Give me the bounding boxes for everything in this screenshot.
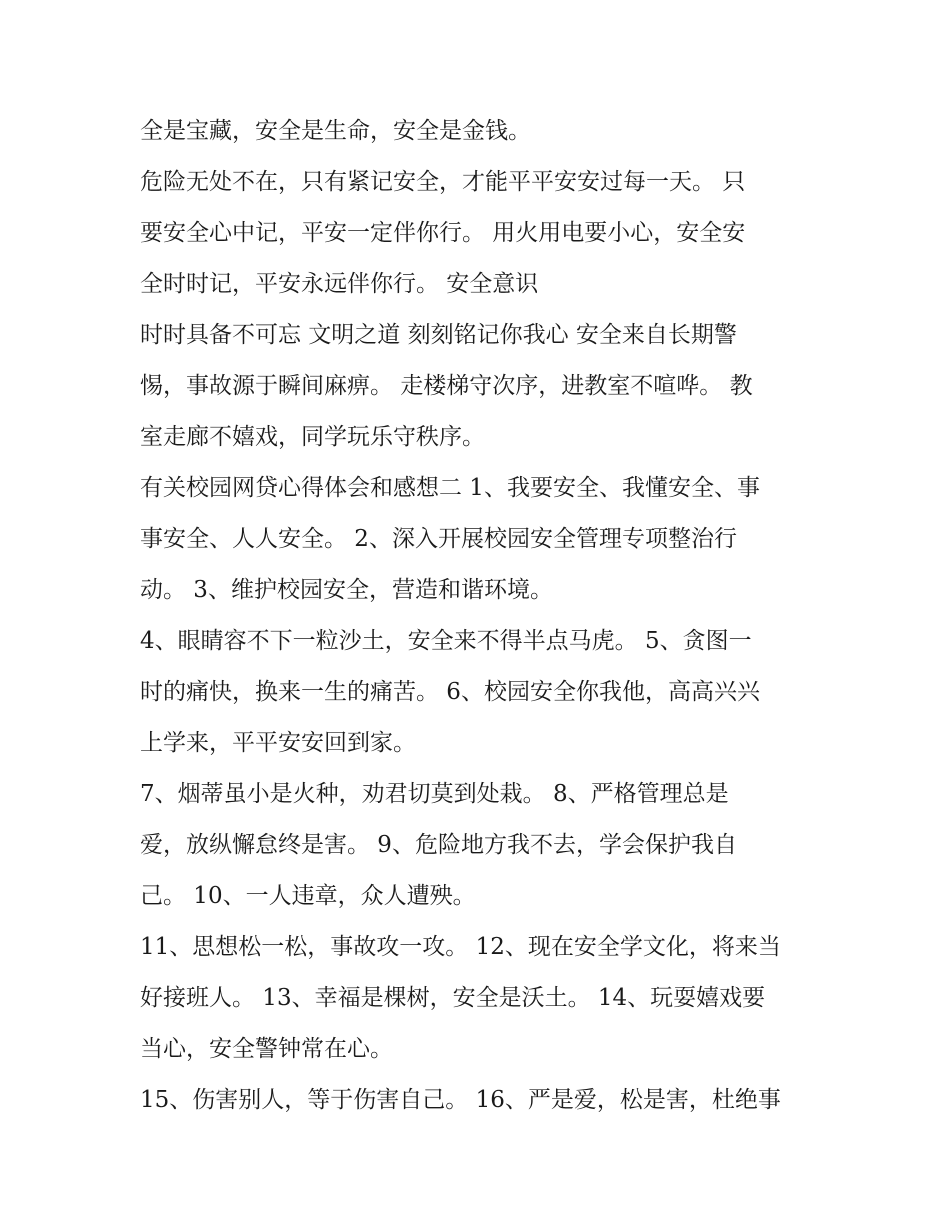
paragraph — [140, 1075, 820, 1126]
text-line: 惕，事故源于瞬间麻痹。 走楼梯守次序，进教室不喧哗。 教 — [140, 373, 753, 399]
paragraph — [140, 616, 820, 769]
paragraph — [140, 463, 820, 616]
text-line: 7、烟蒂虽小是火种，劝君切莫到处栽。 8、严格管理总是 — [140, 781, 729, 807]
text-line: 动。 3、维护校园安全，营造和谐环境。 — [140, 577, 553, 603]
text-line: 事安全、人人安全。 2、深入开展校园安全管理专项整治行 — [140, 526, 737, 552]
text-line: 时的痛快，换来一生的痛苦。 6、校园安全你我他，高高兴兴 — [140, 679, 760, 705]
text-line: 上学来，平平安安回到家。 — [140, 730, 416, 756]
text-line: 爱，放纵懈怠终是害。 9、危险地方我不去，学会保护我自 — [140, 832, 737, 858]
paragraph — [140, 106, 820, 157]
text-line: 全是宝藏，安全是生命，安全是金钱。 — [140, 118, 531, 144]
text-line: 全时时记，平安永远伴你行。 安全意识 — [140, 271, 539, 297]
document-body — [140, 106, 820, 1126]
text-line: 15、伤害别人，等于伤害自己。 16、严是爱，松是害，杜绝事 — [140, 1087, 781, 1113]
text-line: 4、眼睛容不下一粒沙土，安全来不得半点马虎。 5、贪图一 — [140, 628, 752, 654]
text-line: 当心，安全警钟常在心。 — [140, 1036, 393, 1062]
paragraph — [140, 769, 820, 922]
text-line: 危险无处不在，只有紧记安全，才能平平安安过每一天。 只 — [140, 169, 746, 195]
paragraph — [140, 922, 820, 1075]
text-line: 时时具备不可忘 文明之道 刻刻铭记你我心 安全来自长期警 — [140, 322, 737, 348]
text-line: 有关校园网贷心得体会和感想二 1、我要安全、我懂安全、事 — [140, 475, 760, 501]
paragraph — [140, 157, 820, 310]
text-line: 11、思想松一松，事故攻一攻。 12、现在安全学文化，将来当 — [140, 934, 781, 960]
text-line: 室走廊不嬉戏，同学玩乐守秩序。 — [140, 424, 485, 450]
text-line: 好接班人。 13、幸福是棵树，安全是沃土。 14、玩耍嬉戏要 — [140, 985, 766, 1011]
text-line: 己。 10、一人违章，众人遭殃。 — [140, 883, 476, 909]
text-line: 要安全心中记，平安一定伴你行。 用火用电要小心，安全安 — [140, 220, 746, 246]
paragraph — [140, 310, 820, 463]
